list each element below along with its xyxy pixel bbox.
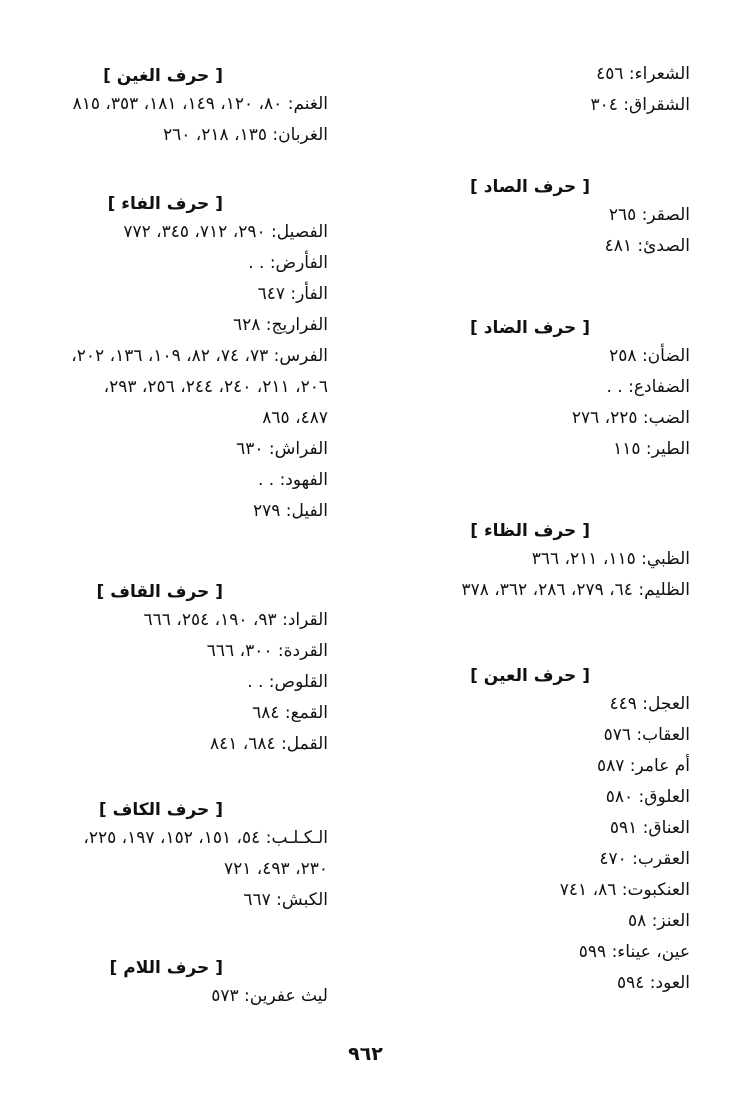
index-entry: الفيل: ٢٧٩ <box>252 501 328 521</box>
index-entry: الفأر: ٦٤٧ <box>257 284 328 304</box>
index-entry: العود: ٥٩٤ <box>617 973 690 993</box>
index-entry: عين، عيناء: ٥٩٩ <box>578 942 690 962</box>
section-heading: [ حرف العين ] <box>470 666 590 686</box>
index-entry: ٢٠٦، ٢١١، ٢٤٠، ٢٤٤، ٢٥٦، ٢٩٣، <box>103 377 328 397</box>
index-section <box>370 663 690 999</box>
section-heading: [ حرف القاف ] <box>96 582 223 602</box>
index-entry: الفراش: ٦٣٠ <box>236 439 328 459</box>
index-entry: ٤٨٧، ٨٦٥ <box>262 408 328 428</box>
index-entry: الفصيل: ٢٩٠، ٧١٢، ٣٤٥، ٧٧٢ <box>123 222 328 242</box>
index-entry: العلوق: ٥٨٠ <box>605 787 690 807</box>
index-entry: الغنم: ٨٠، ١٢٠، ١٤٩، ١٨١، ٣٥٣، ٨١٥ <box>72 94 328 114</box>
index-entry: الكبش: ٦٦٧ <box>243 890 328 910</box>
index-entry: القمل: ٦٨٤، ٨٤١ <box>209 734 328 754</box>
index-entry: القراد: ٩٣، ١٩٠، ٢٥٤، ٦٦٦ <box>143 610 328 630</box>
index-entry: القردة: ٣٠٠، ٦٦٦ <box>206 641 328 661</box>
index-section <box>0 955 328 1012</box>
index-entry: القمع: ٦٨٤ <box>252 703 328 723</box>
index-entry: الشقراق: ٣٠٤ <box>590 95 690 115</box>
index-section <box>370 315 690 465</box>
index-entry: الضأن: ٢٥٨ <box>609 346 690 366</box>
index-entry: القلوص: . . <box>247 672 328 692</box>
index-section <box>0 797 328 916</box>
index-entry: العجل: ٤٤٩ <box>609 694 690 714</box>
index-section <box>370 59 690 121</box>
index-entry: الفرس: ٧٣، ٧٤، ٨٢، ١٠٩، ١٣٦، ٢٠٢، <box>71 346 328 366</box>
section-heading: [ حرف الصاد ] <box>470 177 590 197</box>
index-entry: الغربان: ١٣٥، ٢١٨، ٢٦٠ <box>162 125 328 145</box>
index-entry: ٢٣٠، ٤٩٣، ٧٢١ <box>224 859 328 879</box>
section-heading: [ حرف الغين ] <box>103 66 223 86</box>
index-entry: العنز: ٥٨ <box>627 911 690 931</box>
section-heading: [ حرف اللام ] <box>109 958 223 978</box>
section-heading: [ حرف الضاد ] <box>470 318 590 338</box>
index-entry: الطير: ١١٥ <box>613 439 690 459</box>
index-entry: أم عامر: ٥٨٧ <box>597 756 690 776</box>
index-entry: الفأرض: . . <box>248 253 328 273</box>
index-entry: الـكـلـب: ٥٤، ١٥١، ١٥٢، ١٩٧، ٢٢٥، <box>83 828 328 848</box>
index-entry: الضب: ٢٢٥، ٢٧٦ <box>571 408 690 428</box>
index-entry: الظليم: ٦٤، ٢٧٩، ٢٨٦، ٣٦٢، ٣٧٨ <box>461 580 690 600</box>
section-heading: [ حرف الفاء ] <box>107 194 223 214</box>
index-entry: العقرب: ٤٧٠ <box>599 849 690 869</box>
index-section <box>0 191 328 527</box>
section-heading: [ حرف الكاف ] <box>98 800 223 820</box>
index-entry: الصقر: ٢٦٥ <box>608 205 690 225</box>
index-section <box>0 63 328 151</box>
index-entry: الفهود: . . <box>257 470 328 490</box>
index-section <box>0 579 328 760</box>
index-entry: الفراريج: ٦٢٨ <box>232 315 328 335</box>
index-entry: الضفادع: . . <box>606 377 690 397</box>
index-entry: الصدئ: ٤٨١ <box>604 236 690 256</box>
page-number: ٩٦٢ <box>348 1043 383 1065</box>
index-section <box>370 174 690 262</box>
section-heading: [ حرف الظاء ] <box>470 521 590 541</box>
index-entry: العنكبوت: ٨٦، ٧٤١ <box>559 880 690 900</box>
index-entry: العناق: ٥٩١ <box>609 818 690 838</box>
index-entry: الشعراء: ٤٥٦ <box>596 64 690 84</box>
index-entry: العقاب: ٥٧٦ <box>603 725 690 745</box>
index-entry: الظبي: ١١٥، ٢١١، ٣٦٦ <box>531 549 690 569</box>
index-section <box>370 518 690 606</box>
index-entry: ليث عفرين: ٥٧٣ <box>211 986 328 1006</box>
